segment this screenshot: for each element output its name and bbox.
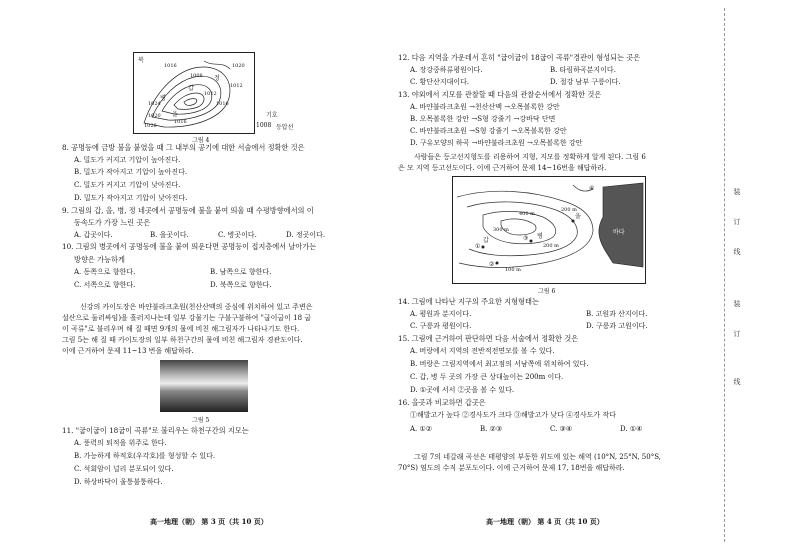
point-label: 병 xyxy=(537,233,543,240)
point-label: ② xyxy=(489,261,495,268)
passage-1-line: 이에 근거하여 문제 11~13 번을 해답하라. xyxy=(62,347,194,355)
q8-option-d: D. 밀도가 작아지고 기압이 낮아진다. xyxy=(74,194,188,202)
fig4-caption: 그림 4 xyxy=(192,137,210,144)
q14-option-b: B. 고원과 산지이다. xyxy=(586,310,648,318)
q15-option-b: B. 버랑은 그림지역에서 최고점의 서남쪽에 위치하여 있다. xyxy=(410,360,589,368)
q16-option-c: C. ③④ xyxy=(550,425,573,433)
contour-label: 200 m xyxy=(561,207,577,213)
fig4-legend-title: 기호 xyxy=(266,112,278,119)
figure-4-map xyxy=(133,52,255,134)
q10-stem: 10. 그림의 병곳에서 공명등에 불을 붙여 띄운다면 공명등이 접지층에서 날아가는 xyxy=(62,242,317,251)
q8-stem: 8. 공명등에 금방 불을 붙였을 때 그 내부의 공기에 대한 서술에서 정확한 것은 xyxy=(62,143,305,152)
point-label: ③ xyxy=(523,235,529,242)
q10-option-c: C. 서쪽으로 향한다. xyxy=(74,281,136,289)
q12-option-d: D. 절강 남부 구릉이다. xyxy=(550,78,621,86)
q16-items: ①해발고가 높다 ②경사도가 크다 ③해발고가 낮다 ④경사도가 작다 xyxy=(410,411,616,419)
footer-left: 高一地理（朝） 第 3 页（共 10 页） xyxy=(150,517,268,526)
q8-option-b: B. 밀도가 작아지고 기압이 높아진다. xyxy=(74,168,188,176)
contour-label: 200 m xyxy=(543,243,559,249)
passage-1-line: 신강의 카이도장은 바얀불라크초원(천산산맥의 중심에 위치하여 있고 주변은 xyxy=(80,303,313,311)
q12-stem: 12. 다음 지역을 가운데서 흔히 "굽이굽이 18굽이 곡류"경관이 형성되는 곳은 xyxy=(398,53,641,62)
q16-option-a: A. ①② xyxy=(410,425,433,433)
q14-option-d: D. 구릉과 고원이다. xyxy=(586,322,648,330)
binding-char: 订 xyxy=(733,330,741,337)
q15-option-a: A. 버랑에서 지역의 전반적전면모를 볼 수 있다. xyxy=(410,347,555,355)
isobar-label: 1020 xyxy=(232,63,245,69)
contour-label: 300 m xyxy=(493,227,509,233)
q9-stem: 9. 그림의 갑, 을, 병, 정 네곳에서 공명등에 불을 붙여 띄울 때 수평방향에서의 이 xyxy=(62,206,314,215)
q13-option-c: C. 바얀불라크초원 →S형 강줄기 →오목볼록한 강안 xyxy=(410,127,567,135)
q16-option-d: D. ①④ xyxy=(620,425,643,433)
q10-option-a: A. 동쪽으로 향한다. xyxy=(74,268,136,276)
q13-option-d: D. 구유모양의 하곡 →바얀불라크초원 →오목볼록한 강안 xyxy=(410,139,583,147)
q9-option-b: B. 을곳이다. xyxy=(150,231,189,239)
passage-2-line: 사람들은 등고선지형도를 리용하여 지형, 지모를 정확하게 알게 된다. 그림 6 xyxy=(414,153,646,161)
q13-option-a: A. 바얀불라크초원 →천산산맥 →오목볼록한 강안 xyxy=(410,103,560,111)
contour-label: 400 m xyxy=(519,211,535,217)
passage-1-line: 설산으로 둘러싸임)을 흘러지나는데 일부 강물기는 구불구불하여 "굽이굽이 18 굽 xyxy=(62,314,312,322)
point-label: ① xyxy=(475,243,481,250)
q12-option-c: C. 황단산지대이다. xyxy=(410,78,470,86)
figure-6-contour-map xyxy=(452,176,646,284)
point-label: 정 xyxy=(214,75,220,82)
q14-option-a: A. 평원과 분지이다. xyxy=(410,310,472,318)
binding-char: 装 xyxy=(733,188,741,195)
point-label: 갑 xyxy=(483,237,489,244)
passage-2-line: 은 모 지역 등고선도이다. 이에 근거하여 문제 14~16번을 해답하라. xyxy=(398,164,607,172)
q14-stem: 14. 그림에 나타난 지구의 주요한 지형형태는 xyxy=(398,297,539,306)
q8-option-a: A. 밀도가 커지고 기압이 높아진다. xyxy=(74,156,181,164)
isobar-label: 1024 xyxy=(148,101,161,107)
q13-stem: 13. 야외에서 지모를 관찰할 때 다음의 관찰순서에서 정확한 것은 xyxy=(398,90,602,99)
point-label: 을 xyxy=(575,213,581,220)
q15-stem: 15. 그림에 근거하여 판단하면 다음 서술에서 정확한 것은 xyxy=(398,334,579,343)
binding-char: 订 xyxy=(733,218,741,225)
fig5-caption: 그림 5 xyxy=(192,417,210,424)
q10-option-b: B. 남쪽으로 향한다. xyxy=(210,268,272,276)
q16-option-b: B. ②③ xyxy=(480,425,503,433)
q9-option-a: A. 갑곳이다. xyxy=(74,231,113,239)
q11-stem: 11. "굽이굽이 18굽이 곡류"로 불리우는 하천구간의 지모는 xyxy=(62,426,249,435)
q11-option-c: C. 석회암이 널리 분포되어 있다. xyxy=(74,465,174,473)
binding-char: 线 xyxy=(733,378,741,385)
isobar-label: 1016 xyxy=(174,119,187,125)
q8-option-c: C. 밀도가 커지고 기압이 낮아진다. xyxy=(74,181,181,189)
q11-option-b: B. 가능하게 하적호(우각호)를 형성할 수 있다. xyxy=(74,452,216,460)
passage-3-line: 그림 7의 네갈래 곡선은 태평양의 부동한 위도에 있는 해역 (10°N, 25°N, 50°S, xyxy=(414,453,661,461)
point-label: 을 xyxy=(172,111,178,118)
north-label: 북 xyxy=(138,57,144,64)
q12-option-b: B. 타림하곡분지이다. xyxy=(550,66,616,74)
q15-option-d: D. ①곳에 서서 ②곳을 볼 수 있다. xyxy=(410,386,515,394)
passage-3-line: 70°S) 염도의 수직 분포도이다. 이에 근거하여 문제 17, 18번을 해답하라. xyxy=(398,464,625,472)
q9-stem-cont: 동속도가 가장 느린 곳은 xyxy=(74,218,151,227)
binding-char: 线 xyxy=(733,248,741,255)
contour-label: 100 m xyxy=(505,267,521,273)
isobar-label: 1016 xyxy=(164,63,177,69)
passage-1-line: 이 곡류"로 불리우며 해 질 때면 9개의 물에 비친 해그림자가 나타나기도 한다. xyxy=(62,325,300,333)
q9-option-c: C. 병곳이다. xyxy=(218,231,257,239)
q14-option-c: C. 구릉과 평원이다. xyxy=(410,322,472,330)
isobar-label: 1012 xyxy=(230,83,243,89)
q9-option-d: D. 정곳이다. xyxy=(286,231,326,239)
binding-char: 装 xyxy=(733,300,741,307)
fig4-legend-isobar: 1008 xyxy=(256,122,272,129)
fig6-caption: 그림 6 xyxy=(538,288,556,295)
isobar-label: 1028 xyxy=(144,123,157,129)
q10-option-d: D. 북쪽으로 향한다. xyxy=(210,281,272,289)
footer-right: 高一地理（朝） 第 4 页（共 10 页） xyxy=(486,517,604,526)
fig4-legend-unit: 등압선 xyxy=(276,124,294,131)
q16-stem: 16. 을곳과 비교하면 갑곳은 xyxy=(398,398,486,407)
q10-stem-cont: 방향은 가능하게 xyxy=(74,255,125,264)
isobar-label: 1016 xyxy=(216,101,229,107)
point-label: ④ xyxy=(589,185,595,192)
q15-option-c: C. 갑, 병 두 곳의 가장 큰 상대높이는 200m 이다. xyxy=(410,373,564,381)
figure-5-photo xyxy=(160,360,248,412)
sea-label: 바다 xyxy=(613,229,625,236)
passage-1-line: 그림 5는 해 질 때 카이도장의 일부 하천구간의 물에 비친 해그림자 경관도이다. xyxy=(62,336,303,344)
q11-option-a: A. 풍력의 퇴적을 위주로 한다. xyxy=(74,439,167,447)
q11-option-d: D. 하상바닥이 울퉁불퉁하다. xyxy=(74,478,163,486)
q12-option-a: A. 장강중하류평원이다. xyxy=(410,66,483,74)
point-label: 병 xyxy=(160,95,166,102)
binding-line xyxy=(724,8,725,542)
isobar-label: 1012 xyxy=(204,91,217,97)
point-label: 갑 xyxy=(188,85,194,92)
isobar-label: 1008 xyxy=(190,73,203,79)
isobar-label: 1020 xyxy=(148,113,161,119)
q13-option-b: B. 오목볼록한 강안 →S형 강줄기 →강바닥 단면 xyxy=(410,115,556,123)
